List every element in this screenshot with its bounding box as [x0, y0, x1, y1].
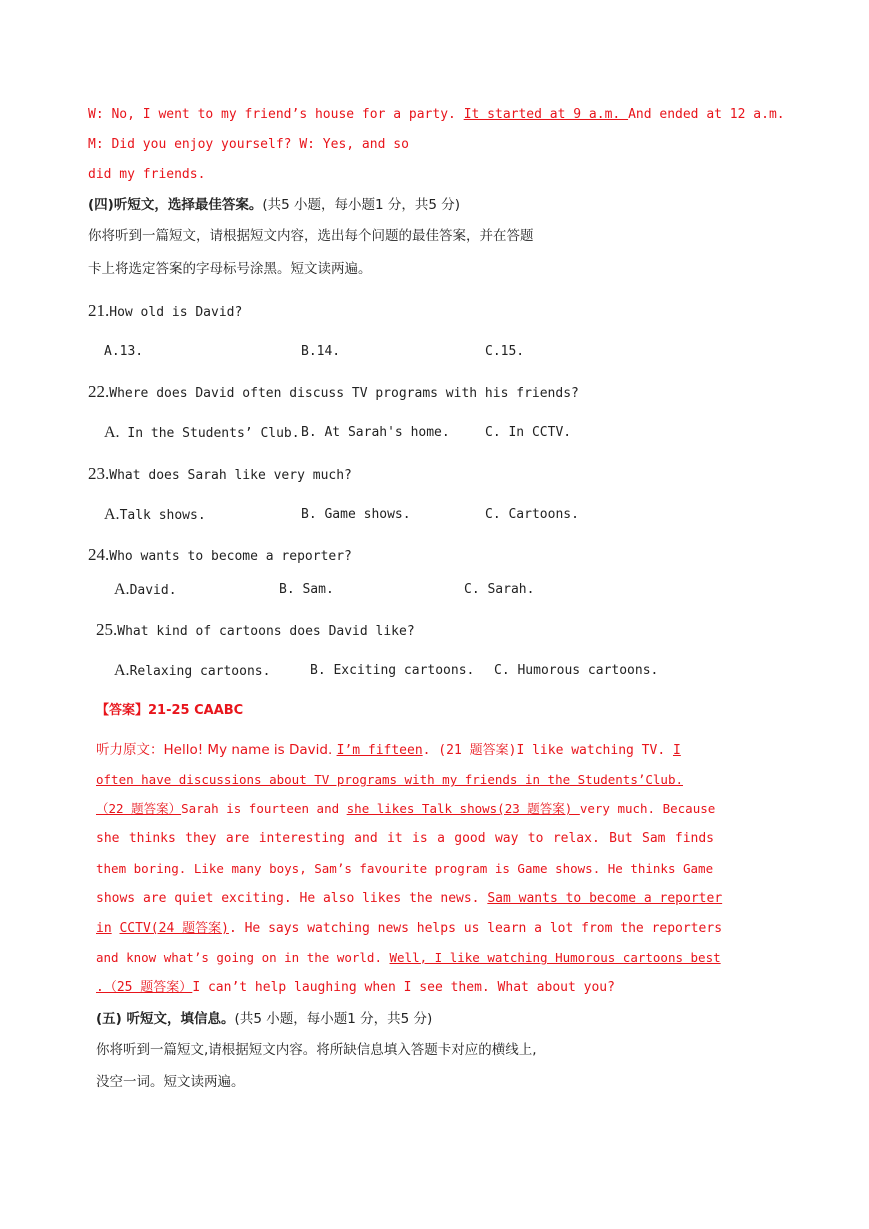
- option-text: Sam.: [302, 582, 334, 597]
- section-5-instruction-1: 你将听到一篇短文,请根据短文内容。将所缺信息填入答题卡对应的横线上,: [96, 1042, 537, 1058]
- question-number: 24.: [88, 545, 110, 564]
- transcript-line-7: [96, 920, 722, 938]
- answer-label: 【答案】21-25 CAABC: [96, 703, 244, 718]
- option-text: Humorous cartoons.: [517, 663, 659, 678]
- option-text: 15.: [500, 344, 525, 359]
- option-22-b: [301, 424, 450, 442]
- question-text: What kind of cartoons does David like?: [117, 624, 415, 639]
- dialogue-text: W: No, I went to my friend’s house for a party.: [88, 107, 464, 122]
- option-letter: A.: [114, 581, 130, 598]
- transcript-text: 听力原文：Hello! My name is David.: [96, 742, 337, 758]
- section-4-note: (共5 小题，每小题1 分，共5 分): [262, 197, 461, 213]
- option-21-a: [104, 343, 143, 361]
- transcript-text: . He says watching news helps us learn a lot from the reporters: [228, 921, 723, 936]
- question-text: Who wants to become a reporter?: [109, 549, 352, 564]
- question-number: 21.: [88, 301, 110, 320]
- option-23-a: [104, 506, 206, 525]
- question-number: 23.: [88, 464, 110, 483]
- dialogue-line-3: did my friends.: [88, 167, 206, 182]
- option-24-a: [114, 581, 177, 600]
- transcript-line-6: [96, 890, 722, 908]
- option-letter: B.: [279, 582, 295, 597]
- option-letter: C.: [485, 507, 501, 522]
- option-letter: B.: [310, 663, 326, 678]
- option-text: At Sarah's home.: [324, 425, 450, 440]
- transcript-underlined-text: CCTV(24 题答案): [119, 921, 229, 936]
- transcript-underlined-text: .（25 题答案）: [96, 980, 193, 995]
- option-text: 14.: [316, 344, 341, 359]
- question-25: [96, 621, 415, 641]
- option-24-b: [279, 581, 334, 599]
- option-22-c: [485, 424, 571, 442]
- transcript-text: very much. Because: [579, 801, 716, 816]
- option-text: Talk shows.: [119, 508, 206, 523]
- question-22: [88, 383, 579, 403]
- question-21: [88, 302, 242, 322]
- option-25-c: [494, 662, 658, 680]
- question-number: 22.: [88, 382, 110, 401]
- option-letter: A.: [104, 424, 120, 441]
- option-letter: C.: [494, 663, 510, 678]
- transcript-text: and know what’s going on in the world.: [96, 950, 390, 965]
- transcript-text: Sarah is fourteen and: [181, 801, 347, 816]
- question-23: [88, 465, 352, 485]
- question-text: How old is David?: [109, 305, 243, 320]
- transcript-line-4: she thinks they are interesting and it is a good way to relax. But Sam finds: [96, 831, 714, 846]
- transcript-underlined-text: I’m fifteen: [336, 743, 423, 758]
- option-letter: C.: [464, 582, 480, 597]
- option-25-a: [114, 662, 270, 681]
- dialogue-underlined-text: It started at 9 a.m.: [463, 107, 629, 122]
- question-text: Where does David often discuss TV programs with his friends?: [109, 386, 579, 401]
- section-4-instruction-1: 你将听到一篇短文，请根据短文内容，选出每个问题的最佳答案，并在答题: [88, 228, 534, 244]
- option-letter: B.: [301, 425, 317, 440]
- option-21-c: [485, 343, 524, 361]
- option-23-c: [485, 506, 579, 524]
- option-text: Relaxing cartoons.: [129, 664, 271, 679]
- section-4-instruction-2: 卡上将选定答案的字母标号涂黑。短文读两遍。: [88, 261, 372, 277]
- section-5-heading: [96, 1010, 432, 1029]
- section-4-heading: [88, 196, 460, 215]
- transcript-underlined-text: Well, I like watching Humorous cartoons best: [389, 950, 721, 965]
- option-24-c: [464, 581, 534, 599]
- transcript-line-8: [96, 949, 721, 967]
- option-text: Game shows.: [324, 507, 411, 522]
- option-25-b: [310, 662, 474, 680]
- option-22-a: [104, 424, 300, 443]
- option-letter: C.: [485, 344, 501, 359]
- option-letter: B.: [301, 344, 317, 359]
- transcript-line-2: often have discussions about TV programs with my friends in the Students’Club.: [96, 772, 683, 787]
- option-text: Sarah.: [487, 582, 535, 597]
- option-text: In CCTV.: [508, 425, 572, 440]
- section-5-note: (共5 小题，每小题1 分，共5 分): [234, 1011, 433, 1027]
- dialogue-line-1: [88, 106, 785, 124]
- option-letter: C.: [485, 425, 501, 440]
- transcript-text: . (21 题答案)I like watching TV.: [422, 743, 673, 758]
- question-text: What does Sarah like very much?: [109, 468, 352, 483]
- option-text: 13.: [119, 344, 144, 359]
- option-letter: A.: [104, 506, 120, 523]
- option-text: In the Students’ Club.: [127, 426, 300, 441]
- option-23-b: [301, 506, 411, 524]
- option-text: Cartoons.: [508, 507, 579, 522]
- option-text: Exciting cartoons.: [333, 663, 475, 678]
- dialogue-text: And ended at 12 a.m.: [628, 107, 785, 122]
- option-text: David.: [129, 583, 177, 598]
- transcript-underlined-text: I: [672, 743, 681, 758]
- dialogue-line-2: M: Did you enjoy yourself? W: Yes, and so: [88, 137, 409, 152]
- transcript-line-9: [96, 979, 615, 997]
- question-number: 25.: [96, 620, 118, 639]
- transcript-text: shows are quiet exciting. He also likes the news.: [96, 891, 488, 906]
- section-4-title: (四)听短文，选择最佳答案。: [88, 197, 263, 213]
- transcript-underlined-text: （22 题答案）: [96, 801, 182, 816]
- transcript-line-5: them boring. Like many boys, Sam’s favourite program is Game shows. He thinks Game: [96, 861, 714, 876]
- section-5-instruction-2: 没空一词。短文读两遍。: [96, 1074, 245, 1090]
- option-21-b: [301, 343, 340, 361]
- transcript-line-1: [96, 741, 681, 760]
- option-letter: A.: [114, 662, 130, 679]
- transcript-text: I can’t help laughing when I see them. What about you?: [192, 980, 615, 995]
- transcript-underlined-text: she likes Talk shows(23 题答案): [346, 801, 580, 816]
- transcript-line-3: [96, 800, 715, 818]
- option-letter: A.: [104, 344, 120, 359]
- option-letter: B.: [301, 507, 317, 522]
- transcript-underlined-text: in: [96, 921, 112, 936]
- transcript-underlined-text: Sam wants to become a reporter: [487, 891, 723, 906]
- question-24: [88, 546, 352, 566]
- section-5-title: (五) 听短文，填信息。: [96, 1011, 235, 1027]
